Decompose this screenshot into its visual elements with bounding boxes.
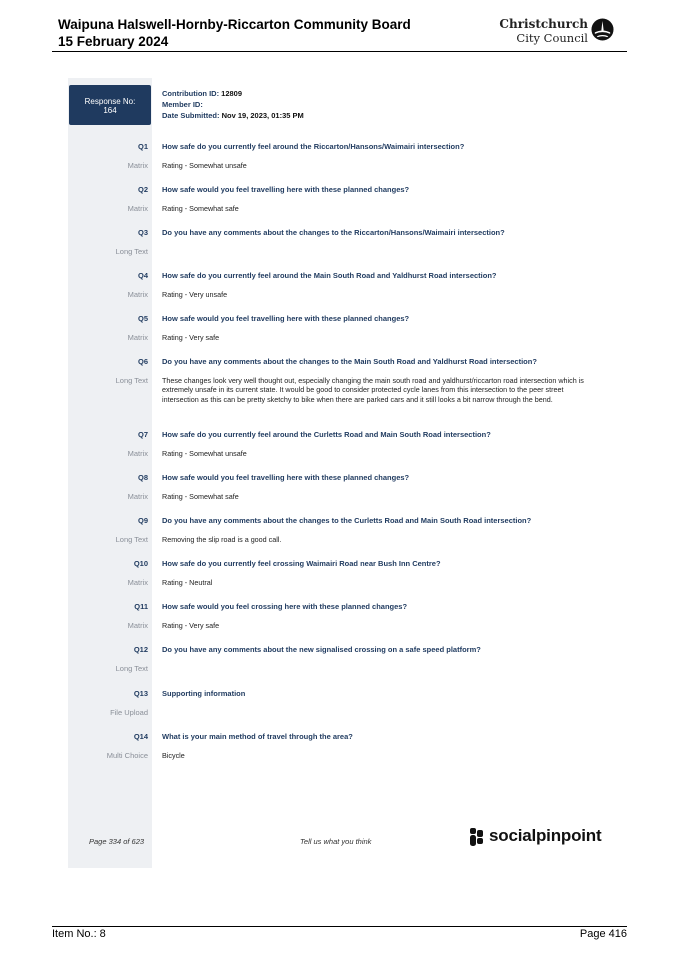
question-text: How safe would you feel crossing here with these planned changes? — [162, 602, 408, 611]
meeting-date: 15 February 2024 — [58, 34, 169, 49]
contribution-label: Contribution ID: — [162, 89, 220, 98]
footer-tagline: Tell us what you think — [300, 837, 372, 846]
question-number: Q13 — [133, 689, 148, 698]
question-number: Q2 — [137, 185, 148, 194]
answer-type: Long Text — [115, 247, 148, 256]
member-label: Member ID: — [162, 100, 203, 109]
answer-text: Rating - Very unsafe — [162, 290, 228, 299]
answer-type: Long Text — [115, 376, 148, 385]
footer-divider — [52, 926, 627, 927]
answer-type: Matrix — [127, 204, 148, 213]
question-text: What is your main method of travel through the area? — [162, 732, 353, 741]
question-text: Do you have any comments about the new signalised crossing on a safe speed platform? — [162, 645, 481, 654]
footer-page-number: Page 334 of 623 — [89, 837, 145, 846]
question-text: Supporting information — [162, 689, 246, 698]
answer-text: Rating - Somewhat unsafe — [162, 449, 247, 458]
date-submitted: Nov 19, 2023, 01:35 PM — [221, 111, 304, 120]
question-number: Q11 — [134, 602, 148, 611]
answer-text: Rating - Somewhat unsafe — [162, 161, 247, 170]
answer-text: Rating - Somewhat safe — [162, 492, 239, 501]
question-text: Do you have any comments about the changes to the Curletts Road and Main South Road intersection? — [162, 516, 532, 525]
answer-type: Matrix — [127, 578, 148, 587]
question-number: Q4 — [137, 271, 148, 280]
question-number: Q14 — [133, 732, 148, 741]
response-label: Response No: — [84, 97, 136, 106]
response-number-box — [69, 85, 151, 125]
answer-text: Rating - Somewhat safe — [162, 204, 239, 213]
answer-text: Removing the slip road is a good call. — [162, 535, 282, 544]
question-text: How safe do you currently feel around the Curletts Road and Main South Road intersection? — [162, 430, 491, 439]
question-number: Q5 — [137, 314, 148, 323]
submission-meta — [162, 88, 304, 121]
logo-line2: City Council — [516, 31, 588, 45]
question-text: How safe would you feel travelling here with these planned changes? — [162, 185, 410, 194]
answer-text: Bicycle — [162, 751, 185, 760]
answer-type: Matrix — [127, 290, 148, 299]
question-number: Q6 — [137, 357, 148, 366]
answer-type: File Upload — [110, 708, 148, 717]
question-text: How safe do you currently feel around the Main South Road and Yaldhurst Road intersection? — [162, 271, 497, 280]
answer-type: Long Text — [115, 664, 148, 673]
question-text: Do you have any comments about the changes to the Riccarton/Hansons/Waimairi intersection? — [162, 228, 505, 237]
board-title: Waipuna Halswell-Hornby-Riccarton Community Board — [58, 17, 411, 32]
answer-text: Rating - Very safe — [162, 621, 220, 630]
question-text: How safe do you currently feel crossing Waimairi Road near Bush Inn Centre? — [162, 559, 441, 568]
response-number: 164 — [103, 106, 117, 115]
question-number: Q10 — [133, 559, 148, 568]
question-number: Q1 — [137, 142, 148, 151]
question-text: How safe would you feel travelling here with these planned changes? — [162, 473, 410, 482]
answer-type: Matrix — [127, 333, 148, 342]
question-text: How safe would you feel travelling here with these planned changes? — [162, 314, 410, 323]
question-number: Q3 — [137, 228, 148, 237]
question-number: Q12 — [133, 645, 148, 654]
answer-type: Matrix — [127, 449, 148, 458]
answer-type: Matrix — [127, 621, 148, 630]
council-logo — [499, 16, 614, 48]
answer-text: These changes look very well thought out, especially changing the main south road and yaldhurst/riccarton road intersection which is extremely unsafe in its current state. It would be good to consider protected cycle lanes from this intersection to the peer street intersection as this can be pretty sketchy to bike when there are parked cars and it still looks a bit narrow through the bend. — [162, 376, 584, 404]
answer-type: Matrix — [127, 161, 148, 170]
answer-text: Rating - Very safe — [162, 333, 220, 342]
contribution-id: 12809 — [221, 89, 243, 98]
socialpinpoint-mark-icon — [470, 828, 484, 846]
answer-type: Long Text — [115, 535, 148, 544]
question-number: Q9 — [137, 516, 148, 525]
item-number: Item No.: 8 — [52, 928, 106, 940]
question-text: How safe do you currently feel around the Riccarton/Hansons/Waimairi intersection? — [162, 142, 465, 151]
socialpinpoint-wordmark: socialpinpoint — [489, 826, 602, 845]
answer-type: Multi Choice — [106, 751, 148, 760]
document-page-number: Page 416 — [579, 928, 627, 940]
question-number: Q8 — [137, 473, 148, 482]
answer-text: Rating - Neutral — [162, 578, 213, 587]
question-text: Do you have any comments about the changes to the Main South Road and Yaldhurst Road intersection? — [162, 357, 537, 366]
header-divider — [52, 51, 627, 52]
logo-line1: Christchurch — [499, 17, 588, 31]
answer-type: Matrix — [127, 492, 148, 501]
date-label: Date Submitted: — [162, 111, 220, 120]
council-emblem-icon — [591, 18, 614, 41]
question-number: Q7 — [137, 430, 148, 439]
